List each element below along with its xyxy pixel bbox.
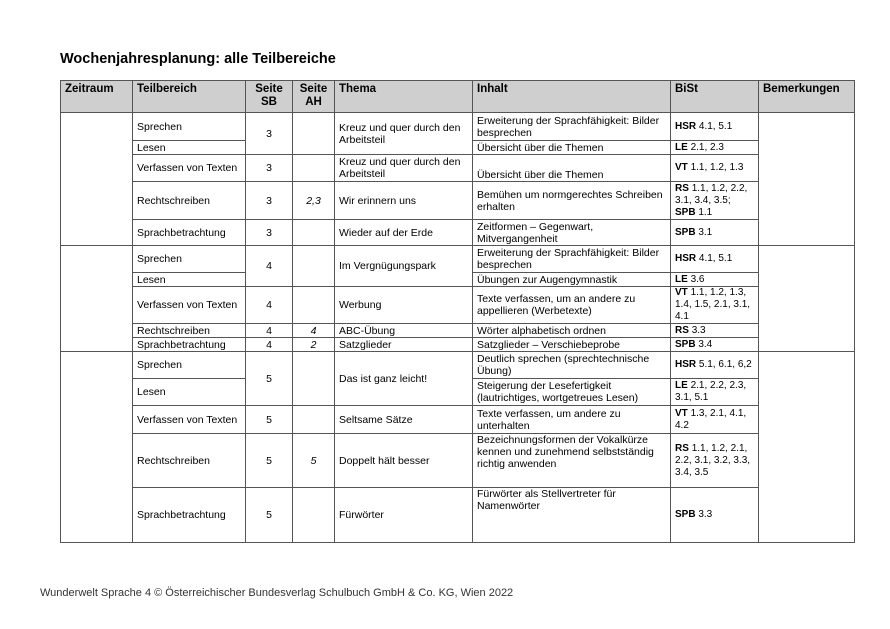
bist-value: 5.1, 6.1, 6,2 xyxy=(698,359,752,370)
table-row xyxy=(61,246,855,273)
bist-value: 1.1, 1.2, 1.3, 1.4, 1.5, 2.1, 3.1, 4.1 xyxy=(675,287,751,322)
seite-ah-cell xyxy=(293,246,335,287)
bist-label: VT xyxy=(675,162,688,173)
zeitraum-cell xyxy=(61,352,133,543)
bist-value: 3.3 xyxy=(698,509,713,520)
inhalt-cell: Deutlich sprechen (sprechtechnische Übung) xyxy=(473,352,671,379)
seite-ah-cell xyxy=(293,287,335,324)
thema-cell: Wieder auf der Erde xyxy=(335,220,473,246)
seite-ah-cell xyxy=(293,155,335,182)
teilbereich-cell: Lesen xyxy=(133,141,246,155)
table-row xyxy=(61,155,855,182)
bemerkungen-cell xyxy=(759,113,855,246)
thema-cell: Fürwörter xyxy=(335,488,473,543)
teilbereich-cell: Lesen xyxy=(133,379,246,406)
bist-cell xyxy=(671,287,759,324)
table-row xyxy=(61,113,855,141)
bist-cell xyxy=(671,182,759,220)
bist-value: 2.1, 2.3 xyxy=(690,141,724,153)
bist-value: 1.1, 1.2, 1.3 xyxy=(690,162,744,173)
zeitraum-cell xyxy=(61,246,133,352)
teilbereich-cell: Rechtschreiben xyxy=(133,324,246,338)
bist-label: SPB xyxy=(675,226,696,238)
table-header-row xyxy=(61,81,855,113)
seite-ah-cell xyxy=(293,352,335,406)
table-row xyxy=(61,324,855,338)
bist-label: RS xyxy=(675,182,689,194)
seite-ah-cell: 2,3 xyxy=(293,182,335,220)
teilbereich-cell: Sprachbetrachtung xyxy=(133,220,246,246)
table-row xyxy=(61,352,855,379)
table-row xyxy=(61,182,855,220)
bist-value: 4.1, 5.1 xyxy=(698,253,733,264)
seite-sb-cell: 3 xyxy=(246,155,293,182)
bist-value: 1.1, 1.2, 2.1, 2.2, 3.1, 3.2, 3.3, 3.4, 3.5 xyxy=(675,442,751,478)
bist-cell xyxy=(671,113,759,141)
seite-sb-cell: 3 xyxy=(246,113,293,155)
thema-cell: Doppelt hält besser xyxy=(335,434,473,488)
thema-cell: Im Vergnügungspark xyxy=(335,246,473,287)
teilbereich-cell: Verfassen von Texten xyxy=(133,406,246,434)
inhalt-cell: Erweiterung der Sprachfähigkeit: Bilder besprechen xyxy=(473,113,671,141)
bist-cell xyxy=(671,352,759,379)
bist-cell xyxy=(671,324,759,338)
zeitraum-cell xyxy=(61,113,133,246)
seite-ah-cell xyxy=(293,488,335,543)
bist-cell xyxy=(671,434,759,488)
bist-cell xyxy=(671,488,759,543)
thema-cell: Seltsame Sätze xyxy=(335,406,473,434)
thema-cell: Satzglieder xyxy=(335,338,473,352)
inhalt-cell: Bemühen um normgerechtes Schreiben erhalten xyxy=(473,182,671,220)
header-thema: Thema xyxy=(335,81,473,113)
bist-label: VT xyxy=(675,407,688,419)
bist-cell xyxy=(671,338,759,352)
bist-label: RS xyxy=(675,324,689,336)
seite-sb-cell: 4 xyxy=(246,338,293,352)
thema-cell: Kreuz und quer durch den Arbeitsteil xyxy=(335,113,473,155)
bist-value: 3.1 xyxy=(698,226,713,238)
bist-cell xyxy=(671,220,759,246)
bist-label: SPB xyxy=(675,509,696,520)
bist-value: 1.3, 2.1, 4.1, 4.2 xyxy=(675,407,747,431)
bist-value: 1.1, 1.2, 2.2, 3.1, 3.4, 3.5; xyxy=(675,182,748,206)
inhalt-cell: Wörter alphabetisch ordnen xyxy=(473,324,671,338)
bist-label: SPB xyxy=(675,338,696,350)
teilbereich-cell: Sprechen xyxy=(133,352,246,379)
table-row xyxy=(61,488,855,543)
teilbereich-cell: Rechtschreiben xyxy=(133,434,246,488)
bemerkungen-cell xyxy=(759,246,855,352)
inhalt-cell: Texte verfassen, um andere zu unterhalten xyxy=(473,406,671,434)
bist-value: 3.6 xyxy=(690,273,705,285)
inhalt-cell: Erweiterung der Sprachfähigkeit: Bilder besprechen xyxy=(473,246,671,273)
inhalt-cell: Steigerung der Lesefertigkeit (lautrichtiges, wortgetreues Lesen) xyxy=(473,379,671,406)
teilbereich-cell: Sprachbetrachtung xyxy=(133,488,246,543)
inhalt-cell: Übersicht über die Themen xyxy=(473,155,671,182)
table-row xyxy=(61,434,855,488)
bist-label: LE xyxy=(675,273,688,285)
thema-cell: Werbung xyxy=(335,287,473,324)
bist-label: HSR xyxy=(675,120,697,132)
bist-label: LE xyxy=(675,380,688,391)
seite-sb-cell: 5 xyxy=(246,406,293,434)
seite-sb-cell: 3 xyxy=(246,182,293,220)
bist-value: 3.3 xyxy=(691,324,706,336)
bist-cell xyxy=(671,141,759,155)
table-row xyxy=(61,338,855,352)
seite-sb-cell: 4 xyxy=(246,324,293,338)
planning-table xyxy=(60,80,855,543)
seite-sb-cell: 5 xyxy=(246,488,293,543)
teilbereich-cell: Verfassen von Texten xyxy=(133,155,246,182)
inhalt-cell: Zeitformen – Gegenwart, Mitvergangenheit xyxy=(473,220,671,246)
seite-ah-cell xyxy=(293,220,335,246)
teilbereich-cell: Rechtschreiben xyxy=(133,182,246,220)
inhalt-cell: Übungen zur Augengymnastik xyxy=(473,273,671,287)
bist-label: RS xyxy=(675,442,689,454)
bist-cell xyxy=(671,155,759,182)
seite-sb-cell: 5 xyxy=(246,434,293,488)
table-row xyxy=(61,406,855,434)
bist-label: LE xyxy=(675,141,688,153)
header-zeitraum: Zeitraum xyxy=(61,81,133,113)
inhalt-cell: Satzglieder – Verschiebeprobe xyxy=(473,338,671,352)
bist-label-2: SPB xyxy=(675,206,696,218)
seite-sb-cell: 4 xyxy=(246,246,293,287)
teilbereich-cell: Sprechen xyxy=(133,246,246,273)
seite-ah-cell: 4 xyxy=(293,324,335,338)
seite-sb-cell: 5 xyxy=(246,352,293,406)
page-title: Wochenjahresplanung: alle Teilbereiche xyxy=(60,51,336,67)
header-bist: BiSt xyxy=(671,81,759,113)
bist-label: HSR xyxy=(675,359,697,370)
bist-cell xyxy=(671,379,759,406)
inhalt-cell: Bezeichnungsformen der Vokalkürze kennen und zunehmend selbstständig richtig anwenden xyxy=(473,434,671,488)
header-seite-sb: Seite SB xyxy=(246,81,293,113)
teilbereich-cell: Verfassen von Texten xyxy=(133,287,246,324)
header-inhalt: Inhalt xyxy=(473,81,671,113)
inhalt-cell: Texte verfassen, um an andere zu appellieren (Werbetexte) xyxy=(473,287,671,324)
header-seite-ah: Seite AH xyxy=(293,81,335,113)
bist-label: VT xyxy=(675,287,688,298)
inhalt-cell: Fürwörter als Stellvertreter für Namenwörter xyxy=(473,488,671,543)
footer-copyright: Wunderwelt Sprache 4 © Österreichischer Bundesverlag Schulbuch GmbH & Co. KG, Wien 2022 xyxy=(40,587,514,599)
inhalt-cell: Übersicht über die Themen xyxy=(473,141,671,155)
header-teilbereich: Teilbereich xyxy=(133,81,246,113)
bist-label: HSR xyxy=(675,253,697,264)
bist-value-2: 1.1 xyxy=(698,206,713,218)
seite-ah-cell xyxy=(293,113,335,155)
seite-ah-cell xyxy=(293,406,335,434)
table-row xyxy=(61,287,855,324)
thema-cell: ABC-Übung xyxy=(335,324,473,338)
thema-cell: Kreuz und quer durch den Arbeitsteil xyxy=(335,155,473,182)
header-bemerkungen: Bemerkungen xyxy=(759,81,855,113)
table-row xyxy=(61,220,855,246)
bemerkungen-cell xyxy=(759,352,855,543)
teilbereich-cell: Lesen xyxy=(133,273,246,287)
bist-value: 4.1, 5.1 xyxy=(698,120,733,132)
bist-cell xyxy=(671,246,759,273)
seite-ah-cell: 5 xyxy=(293,434,335,488)
seite-sb-cell: 3 xyxy=(246,220,293,246)
seite-sb-cell: 4 xyxy=(246,287,293,324)
teilbereich-cell: Sprechen xyxy=(133,113,246,141)
seite-ah-cell: 2 xyxy=(293,338,335,352)
bist-cell xyxy=(671,273,759,287)
bist-value: 2.1, 2.2, 2.3, 3.1, 5.1 xyxy=(675,380,747,403)
thema-cell: Das ist ganz leicht! xyxy=(335,352,473,406)
bist-value: 3.4 xyxy=(698,338,713,350)
teilbereich-cell: Sprachbetrachtung xyxy=(133,338,246,352)
thema-cell: Wir erinnern uns xyxy=(335,182,473,220)
bist-cell xyxy=(671,406,759,434)
